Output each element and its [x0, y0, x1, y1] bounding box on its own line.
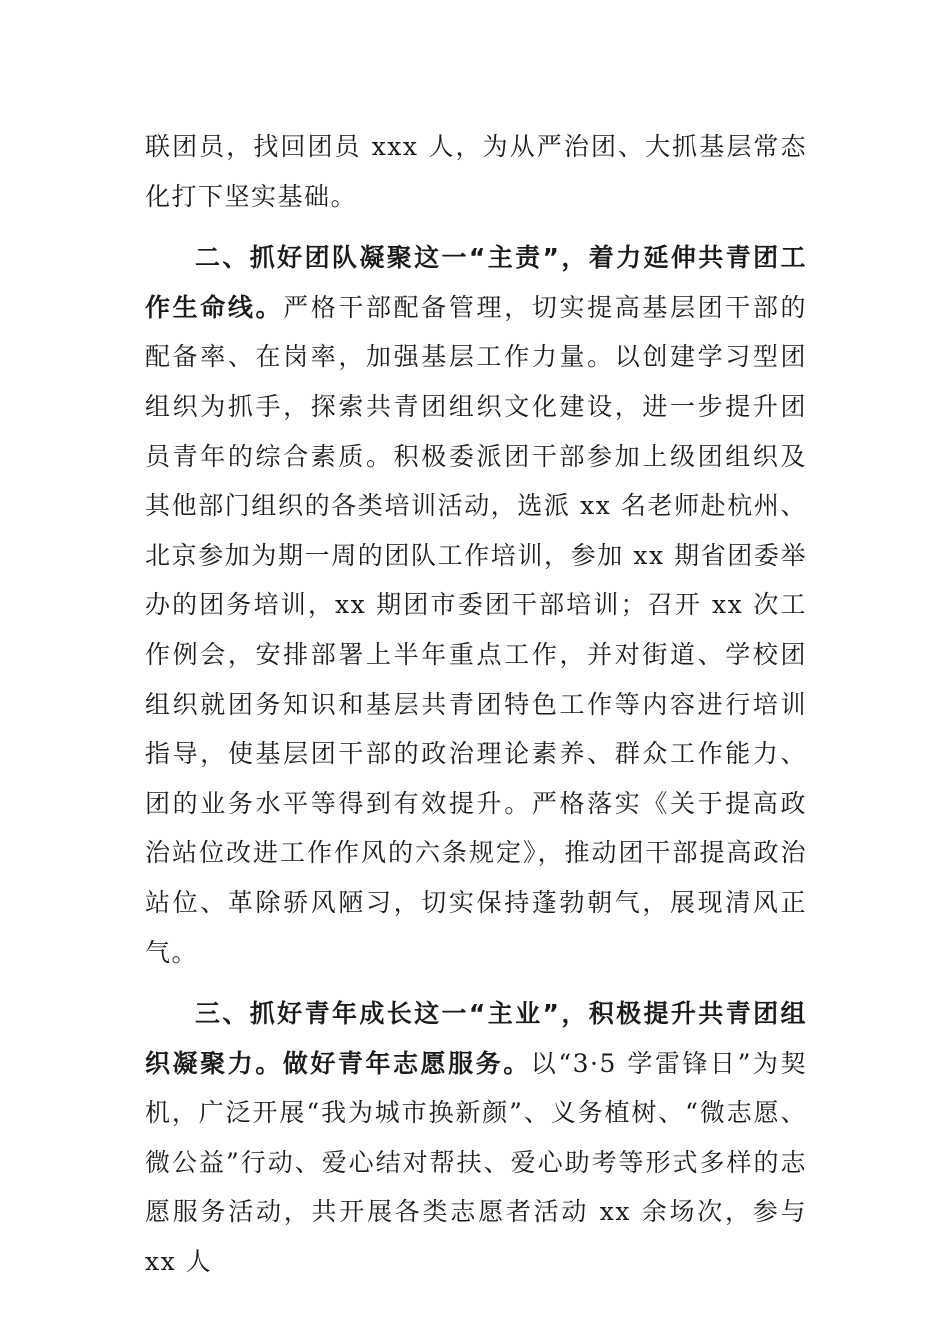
document-body — [145, 122, 807, 1287]
paragraph-text: 严格干部配备管理，切实提高基层团干部的配备率、在岗率，加强基层工作力量。以创建学习型团组织为抓手，探索共青团组织文化建设，进一步提升团员青年的综合素质。积极委派团干部参加上级团组织及其他部门组织的各类培训活动，选派 xx 名老师赴杭州、北京参加为期一周的团队工作培训，参加 xx 期省团委举办的团务培训，xx 期团市委团干部培训；召开 xx 次工作例会，安排部署上半年重点工作，并对街道、学校团组织就团务知识和基层共青团特色工作等内容进行培训指导，使基层团干部的政治理论素养、群众工作能力、团的业务水平等得到有效提升。严格落实《关于提高政治站位改进工作作风的六条规定》，推动团干部提高政治站位、革除骄风陋习，切实保持蓬勃朝气，展现清风正气。 — [145, 292, 807, 967]
paragraph-text: 联团员，找回团员 xxx 人，为从严治团、大抓基层常态化打下坚实基础。 — [145, 132, 807, 211]
paragraph-text: 以“3·5 学雷锋日”为契机，广泛开展“我为城市换新颜”、义务植树、“微志愿、微公益”行动、爱心结对帮扶、爱心助考等形式多样的志愿服务活动，共开展各类志愿者活动 xx 余场次，参与 xx 人 — [145, 1048, 807, 1277]
section-heading: 二、抓好团队凝聚这一“主责”，着力延伸共青团工作生命线。 — [145, 243, 807, 322]
paragraph-section-three — [145, 989, 807, 1287]
section-heading: 三、抓好青年成长这一“主业”，积极提升共青团组织凝聚力。做好青年志愿服务。 — [145, 999, 807, 1078]
paragraph-section-two — [145, 233, 807, 977]
paragraph-continuation — [145, 122, 807, 221]
